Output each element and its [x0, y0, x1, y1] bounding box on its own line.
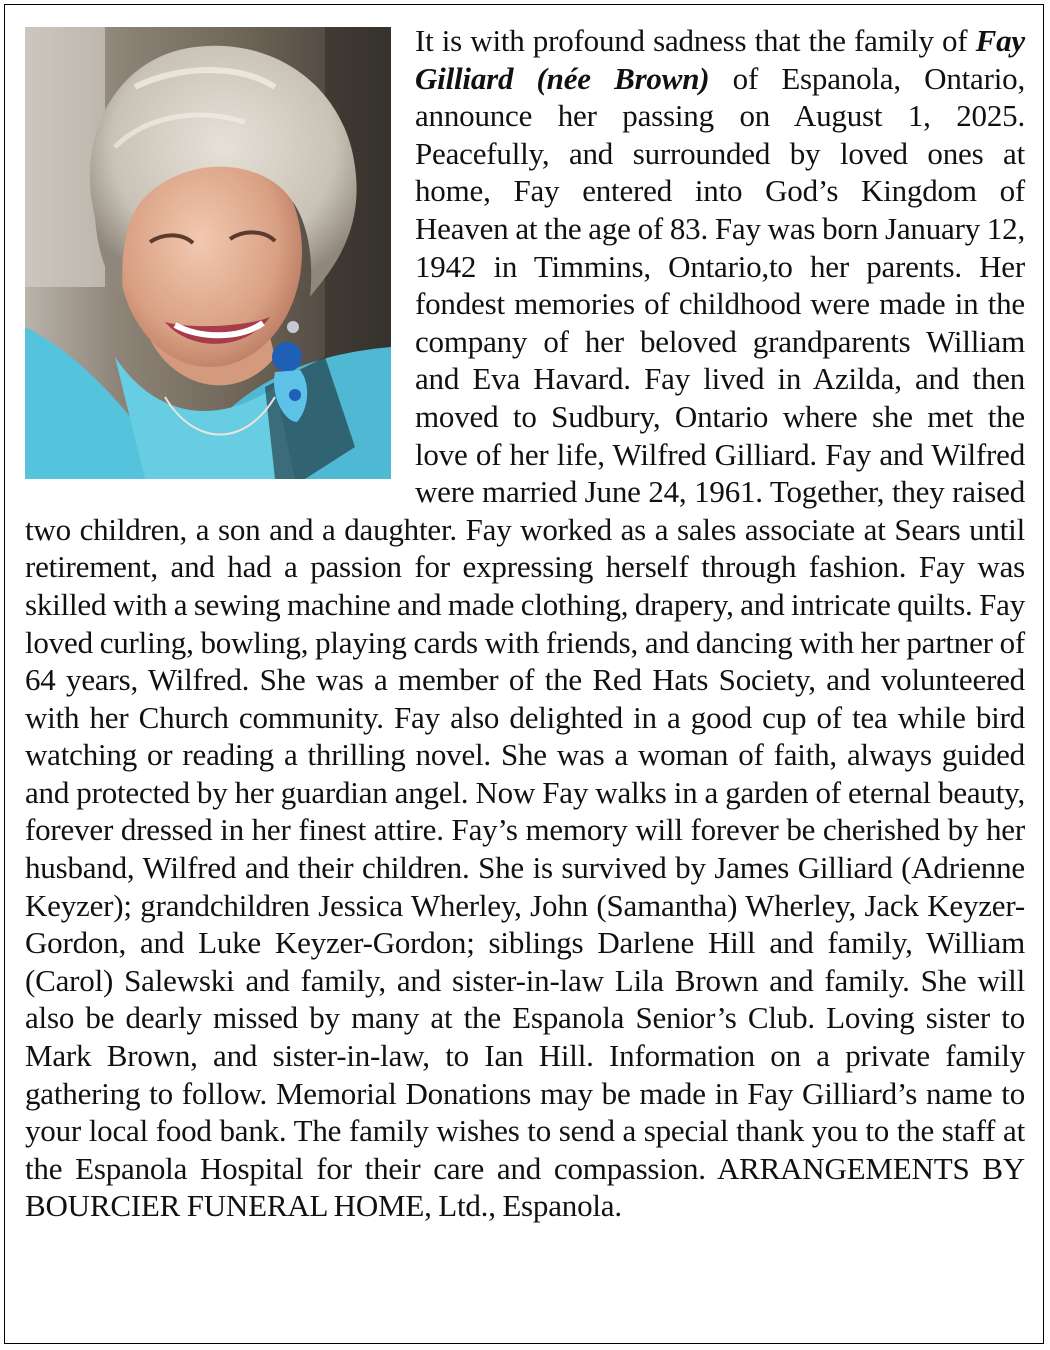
obituary-body: of Espanola, Ontario, announce her passing on August 1, 2025. Peacefully, and surrounded by loved ones at home, Fay entered into God’s Kingdom of Heaven at the age of 83. Fay was born January 12, 1942 in Timmins, Ontario,to her parents. Her fondest memories of childhood were made in the company of her beloved grandparents William and Eva Havard. Fay lived in Azilda, and then moved to Sudbury, Ontario where she met the love of her life, Wilfred Gilliard. Fay and Wilfred were married June 24, 1961. Together, they raised two children, a son and a daughter. Fay worked as a sales associate at Sears until retirement, and had a passion for expressing herself through fashion. Fay was skilled with a sewing machine and made clothing, drapery, and intricate quilts. Fay loved curling, bowling, playing cards with friends, and dancing with her partner of 64 years, Wilfred. She was a member of the Red Hats Society, and volunteered with her Church community. Fay also delighted in a good cup of tea while bird watching or reading a thrilling novel. She was a woman of faith, always guided and protected by her guardian angel. Now Fay walks in a garden of eternal beauty, forever dressed in her finest attire. Fay’s memory will forever be cherished by her husband, Wilfred and their children. She is survived by James Gilliard (Adrienne Keyzer); grandchildren Jessica Wherley, John (Samantha) Wherley, Jack Keyzer-Gordon, and Luke Keyzer-Gordon; siblings Darlene Hill and family, William (Carol) Salewski and family, and sister-in-law Lila Brown and family. She will also be dearly missed by many at the Espanola Senior’s Club. Loving sister to Mark Brown, and sister-in-law, to Ian Hill. Information on a private family gathering to follow. Memorial Donations may be made in Fay Gilliard’s name to your local food bank. The family wishes to send a special thank you to the staff at the Espanola Hospital for their care and compassion. ARRANGEMENTS BY BOURCIER FUNERAL HOME, Ltd., Espanola.: [25, 60, 1025, 1224]
obituary-intro: It is with profound sadness that the family of: [415, 23, 968, 58]
deceased-name: Fay Gilliard (née Brown): [415, 23, 1025, 96]
portrait-photo: [25, 27, 391, 479]
obituary-notice: [25, 22, 1025, 1225]
